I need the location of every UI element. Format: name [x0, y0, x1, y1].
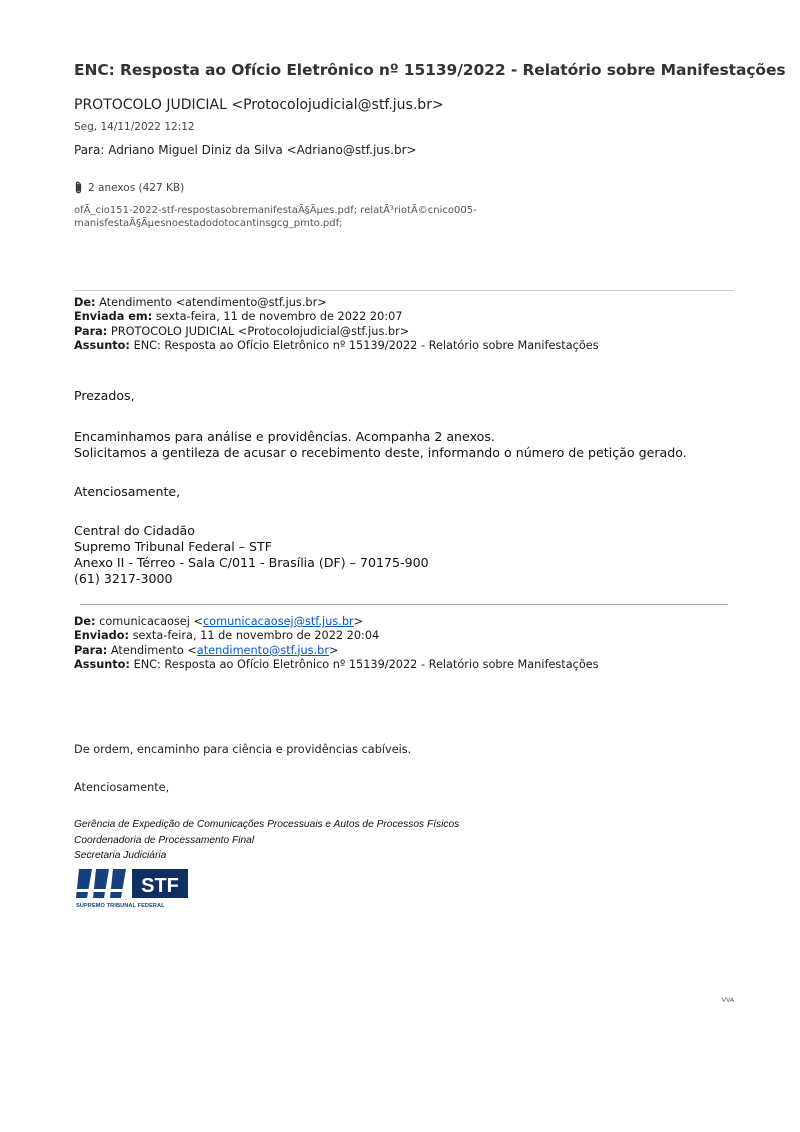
forward2-header [74, 615, 599, 672]
forward2-subject-row: Assunto: ENC: Resposta ao Ofício Eletrônico nº 15139/2022 - Relatório sobre Manifestações [74, 657, 599, 671]
forward2-closing: Atenciosamente, [74, 781, 170, 794]
attachment-filenames-line2: manisfestaÃ§Ãµesnoestadodotocantinsgcg_pmto.pdf; [74, 218, 343, 229]
email-recipient: Para: Adriano Miguel Diniz da Silva <Adriano@stf.jus.br> [74, 143, 417, 157]
separator-line [74, 290, 734, 291]
forward2-sent-row: Enviado: sexta-feira, 11 de novembro de 2022 20:04 [74, 629, 380, 643]
forward2-from-row: De: comunicacaosej <comunicacaosej@stf.jus.br> [74, 615, 364, 628]
forward1-to-row: Para: PROTOCOLO JUDICIAL <Protocolojudicial@stf.jus.br> [74, 324, 410, 338]
forward1-from-row: De: Atendimento <atendimento@stf.jus.br> [74, 296, 327, 309]
attachments-count: 2 anexos (427 KB) [88, 181, 185, 194]
attachments-summary[interactable] [74, 181, 184, 194]
stf-logo-subtext: SUPREMO TRIBUNAL FEDERAL [76, 903, 165, 909]
paperclip-icon [74, 181, 83, 194]
forward2-to-row: Para: Atendimento <atendimento@stf.jus.br> [74, 643, 339, 657]
forward1-sent-row: Enviada em: sexta-feira, 11 de novembro de 2022 20:07 [74, 310, 403, 324]
forward1-subject-row: Assunto: ENC: Resposta ao Ofício Eletrônico nº 15139/2022 - Relatório sobre Manifestações [74, 338, 599, 352]
stf-logo [76, 866, 192, 912]
forward2-message: De ordem, encaminho para ciência e providências cabíveis. [74, 743, 412, 756]
separator-line [80, 604, 728, 605]
recipient-email-link[interactable]: atendimento@stf.jus.br [196, 643, 329, 657]
forward1-header [74, 296, 599, 353]
forward1-message: Encaminhamos para análise e providências. Acompanha 2 anexos. Solicitamos a gentileza de acusar o recebimento deste, informando o número de petição gerado. [74, 429, 687, 460]
sender-email-link[interactable]: comunicacaosej@stf.jus.br [202, 615, 354, 628]
attachment-filenames-line1: ofÃ_cio151-2022-stf-respostasobremanifestaÃ§Ãµes.pdf; relatÃ³riotÃ©cnico005- [74, 205, 477, 216]
forward1-signature: Central do Cidadão Supremo Tribunal Federal – STF Anexo II - Térreo - Sala C/011 - Brasília (DF) – 70175-900 (61) 3217-3000 [74, 523, 429, 586]
forward2-signature: Gerência de Expedição de Comunicações Processuais e Autos de Processos Físicos Coordenadoria de Processamento Final Secretaria Judiciária [74, 819, 460, 861]
email-date: Seg, 14/11/2022 12:12 [74, 121, 195, 133]
forward1-salutation: Prezados, [74, 388, 135, 403]
footer-mark: VVA [722, 997, 734, 1004]
forward1-closing: Atenciosamente, [74, 484, 181, 499]
email-sender: PROTOCOLO JUDICIAL <Protocolojudicial@stf.jus.br> [74, 97, 444, 113]
attachment-filenames[interactable] [74, 204, 544, 230]
stf-logo-text: STF [141, 875, 179, 897]
email-subject: ENC: Resposta ao Ofício Eletrônico nº 15139/2022 - Relatório sobre Manifestações [74, 61, 786, 79]
